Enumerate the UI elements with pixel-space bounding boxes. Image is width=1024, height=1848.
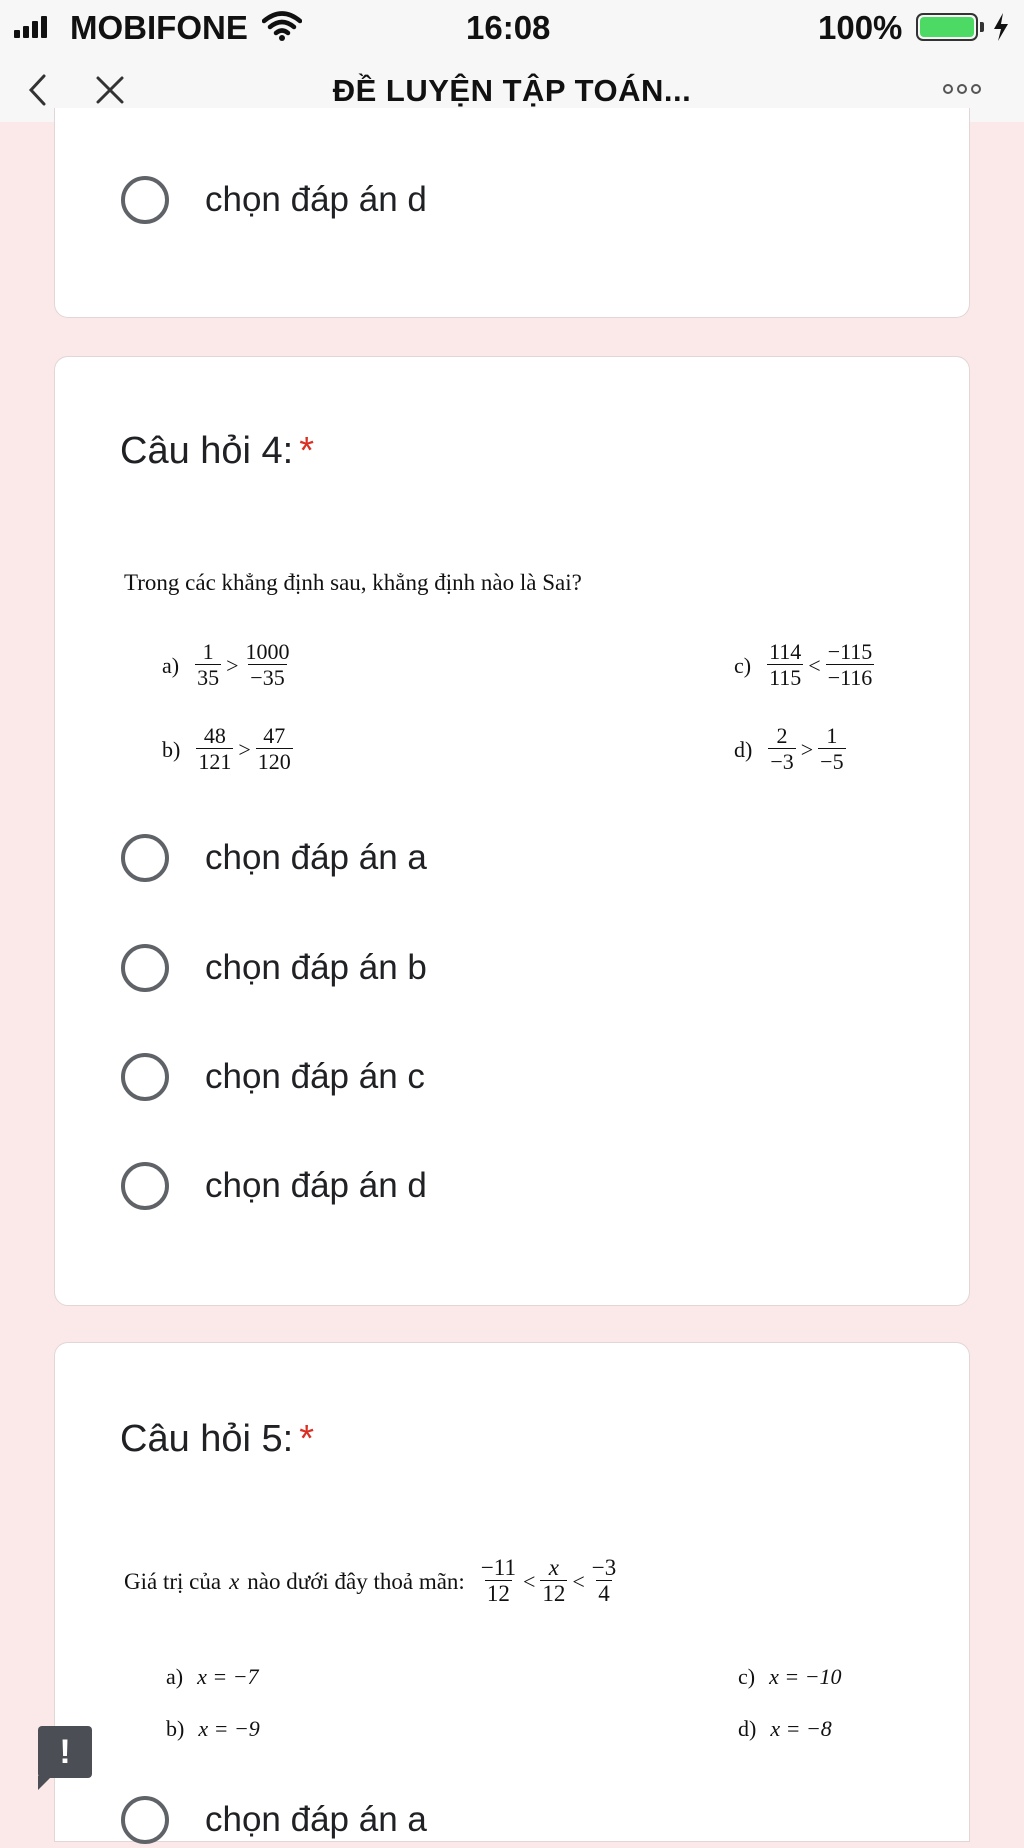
fraction bbox=[767, 640, 803, 691]
denominator: −35 bbox=[250, 665, 285, 690]
denominator: −3 bbox=[770, 749, 794, 774]
operator: < bbox=[572, 1568, 585, 1594]
denominator: 4 bbox=[598, 1581, 610, 1606]
fraction bbox=[256, 724, 293, 775]
choice-label: c) bbox=[738, 1664, 756, 1689]
numerator: 1 bbox=[202, 639, 214, 664]
fraction bbox=[196, 724, 233, 775]
choice-b bbox=[166, 1716, 260, 1742]
numerator: 47 bbox=[263, 723, 286, 748]
question-title bbox=[120, 1418, 314, 1461]
answer-option-b[interactable] bbox=[121, 940, 427, 996]
radio-icon[interactable] bbox=[121, 834, 169, 882]
choice-b bbox=[162, 724, 295, 775]
question-title-text: Câu hỏi 4: bbox=[120, 430, 294, 472]
question-title-text: Câu hỏi 5: bbox=[120, 1418, 294, 1460]
option-label: chọn đáp án c bbox=[205, 1057, 425, 1096]
option-label: chọn đáp án d bbox=[205, 180, 427, 219]
choice-label: a) bbox=[166, 1664, 184, 1689]
page-title: ĐỀ LUYỆN TẬP TOÁN... bbox=[332, 73, 692, 108]
question-statement bbox=[124, 1556, 620, 1607]
fraction bbox=[244, 640, 292, 691]
battery-nub bbox=[980, 22, 984, 32]
choice-expression: x = −8 bbox=[770, 1716, 832, 1741]
choice-label: d) bbox=[734, 736, 753, 762]
carrier-name: MOBIFONE bbox=[70, 9, 248, 46]
numerator: 1000 bbox=[245, 639, 290, 664]
radio-icon[interactable] bbox=[121, 1162, 169, 1210]
choice-c bbox=[738, 1664, 842, 1690]
numerator: −3 bbox=[591, 1555, 617, 1580]
radio-icon[interactable] bbox=[121, 1053, 169, 1101]
wifi-icon bbox=[262, 10, 302, 42]
option-label: chọn đáp án a bbox=[205, 1800, 427, 1839]
denominator: 121 bbox=[198, 749, 232, 774]
answer-option-c[interactable] bbox=[121, 1049, 425, 1105]
option-label: chọn đáp án a bbox=[205, 838, 427, 877]
choice-label: d) bbox=[738, 1716, 757, 1741]
operator: > bbox=[238, 736, 251, 762]
denominator: 35 bbox=[197, 665, 220, 690]
report-icon[interactable]: ! bbox=[38, 1726, 92, 1778]
statement-prefix: Giá trị của bbox=[124, 1568, 222, 1594]
numerator: 1 bbox=[826, 723, 838, 748]
charging-bolt-icon bbox=[992, 12, 1010, 42]
numerator: 48 bbox=[203, 723, 226, 748]
denominator: 12 bbox=[486, 1581, 510, 1606]
numerator: −11 bbox=[480, 1555, 516, 1580]
clock-time: 16:08 bbox=[466, 9, 551, 46]
denominator: 120 bbox=[257, 749, 291, 774]
statement-suffix: nào dưới đây thoả mãn: bbox=[247, 1568, 465, 1594]
fraction bbox=[818, 724, 845, 775]
more-icon[interactable] bbox=[942, 82, 982, 96]
numerator: 2 bbox=[776, 723, 788, 748]
answer-option-a[interactable] bbox=[121, 830, 427, 886]
fraction bbox=[590, 1556, 618, 1607]
fraction bbox=[826, 640, 875, 691]
choice-d bbox=[734, 724, 848, 775]
choice-c bbox=[734, 640, 876, 691]
operator: > bbox=[800, 736, 814, 762]
operator: > bbox=[226, 652, 239, 678]
option-label: chọn đáp án d bbox=[205, 1166, 427, 1205]
required-asterisk: * bbox=[299, 1418, 315, 1460]
choice-a bbox=[162, 640, 294, 691]
question-statement: Trong các khẳng định sau, khẳng định nào là Sai? bbox=[124, 570, 582, 595]
radio-icon[interactable] bbox=[121, 1796, 169, 1844]
fraction bbox=[479, 1556, 518, 1607]
report-icon-tail bbox=[38, 1776, 52, 1790]
denominator: −116 bbox=[827, 665, 873, 690]
choice-a bbox=[166, 1664, 259, 1690]
fraction bbox=[540, 1556, 567, 1607]
question-title bbox=[120, 430, 314, 473]
required-asterisk: * bbox=[299, 430, 315, 472]
fraction bbox=[768, 724, 795, 775]
choice-expression: x = −10 bbox=[769, 1664, 842, 1689]
option-label: chọn đáp án b bbox=[205, 948, 427, 987]
status-bar bbox=[0, 0, 1024, 56]
answer-option[interactable] bbox=[121, 172, 427, 228]
denominator: −5 bbox=[820, 749, 844, 774]
answer-option-d[interactable] bbox=[121, 1158, 427, 1214]
numerator: 114 bbox=[769, 639, 802, 664]
numerator: x bbox=[548, 1555, 559, 1580]
denominator: 12 bbox=[542, 1581, 566, 1606]
choice-label: a) bbox=[162, 652, 180, 678]
choice-label: b) bbox=[166, 1716, 185, 1741]
choice-d bbox=[738, 1716, 832, 1742]
answer-option-a[interactable] bbox=[121, 1792, 427, 1848]
denominator: 115 bbox=[769, 665, 802, 690]
operator: < bbox=[808, 652, 821, 678]
statement-variable: x bbox=[229, 1568, 240, 1594]
radio-icon[interactable] bbox=[121, 944, 169, 992]
radio-icon[interactable] bbox=[121, 176, 169, 224]
signal-icon bbox=[14, 16, 47, 38]
operator: < bbox=[522, 1568, 536, 1594]
choice-label: c) bbox=[734, 652, 752, 678]
choice-expression: x = −7 bbox=[197, 1664, 259, 1689]
battery-percent: 100% bbox=[818, 9, 903, 46]
battery-icon bbox=[916, 13, 978, 41]
fraction bbox=[195, 640, 221, 691]
choice-expression: x = −9 bbox=[198, 1716, 260, 1741]
choice-label: b) bbox=[162, 736, 181, 762]
numerator: −115 bbox=[827, 639, 873, 664]
